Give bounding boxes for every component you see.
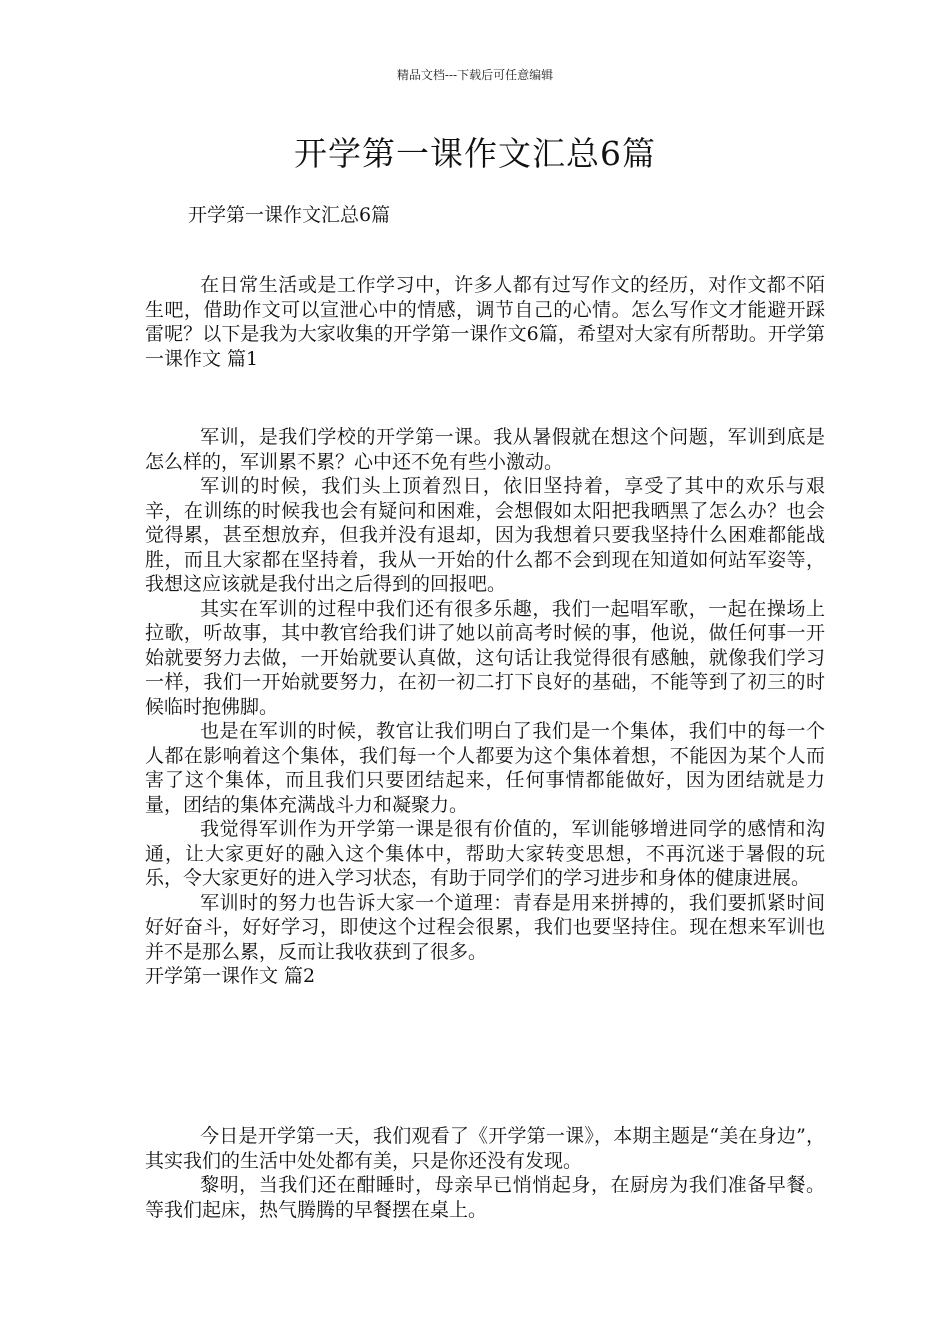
essay1-paragraph: 也是在军训的时候，教官让我们明白了我们是一个集体，我们中的每一个人都在影响着这个集体，我们每一个人都要为这个集体着想，不能因为某个人而害了这个集体，而且我们只要团结起来，任何事情都能做好，因为团结就是力量，团结的集体充满战斗力和凝聚力。: [145, 720, 825, 816]
document-subtitle: 开学第一课作文汇总6篇: [188, 204, 391, 226]
essay1-paragraph: 军训，是我们学校的开学第一课。我从暑假就在想这个问题，军训到底是怎么样的，军训累不累？心中还不免有些小激动。: [145, 426, 825, 473]
intro-section: [145, 273, 825, 371]
essay-1-section: [145, 425, 825, 989]
essay1-paragraph: 军训时的努力也告诉大家一个道理：青春是用来拼搏的，我们要抓紧时间好好奋斗，好好学习，即使这个过程会很累，我们也要坚持住。现在想来军训也并不是那么累，反而让我收获到了很多。: [145, 891, 825, 963]
essay1-paragraph: 军训的时候，我们头上顶着烈日，依旧坚持着，享受了其中的欢乐与艰辛，在训练的时候我也会有疑问和困难，会想假如太阳把我晒黑了怎么办？也会觉得累，甚至想放弃，但我并没有退却，因为我想着只要我坚持什么困难都能战胜，而且大家都在坚持着，我从一开始的什么都不会到现在知道如何站军姿等，我想这应该就是我付出之后得到的回报吧。: [145, 475, 825, 595]
essay1-paragraph: 我觉得军训作为开学第一课是很有价值的，军训能够增进同学的感情和沟通，让大家更好的融入这个集体中，帮助大家转变思想，不再沉迷于暑假的玩乐，令大家更好的进入学习状态，有助于同学们的学习进步和身体的健康进展。: [145, 818, 825, 889]
document-title: 开学第一课作文汇总6篇: [294, 134, 656, 173]
page-header: 精品文档---下载后可任意编辑: [396, 68, 554, 82]
essay-2-section: [145, 1124, 825, 1222]
essay2-paragraph: 今日是开学第一天，我们观看了《开学第一课》，本期主题是“美在身边”，其实我们的生活中处处都有美，只是你还没有发现。: [145, 1125, 825, 1172]
essay2-paragraph: 黎明，当我们还在酣睡时，母亲早已悄悄起身，在厨房为我们准备早餐。等我们起床，热气腾腾的早餐摆在桌上。: [145, 1174, 825, 1221]
essay-2-heading: 开学第一课作文 篇2: [145, 965, 316, 987]
essay1-paragraph: 其实在军训的过程中我们还有很多乐趣，我们一起唱军歌，一起在操场上拉歌，听故事，其中教官给我们讲了她以前高考时候的事，他说，做任何事一开始就要努力去做，一开始就要认真做，这句话让我觉得很有感触，就像我们学习一样，我们一开始就要努力，在初一初二打下良好的基础，不能等到了初三的时候临时抱佛脚。: [145, 597, 825, 718]
intro-paragraph: 在日常生活或是工作学习中，许多人都有过写作文的经历，对作文都不陌生吧，借助作文可以宣泄心中的情感，调节自己的心情。怎么写作文才能避开踩雷呢？以下是我为大家收集的开学第一课作文6篇，希望对大家有所帮助。开学第一课作文 篇1: [145, 274, 825, 370]
